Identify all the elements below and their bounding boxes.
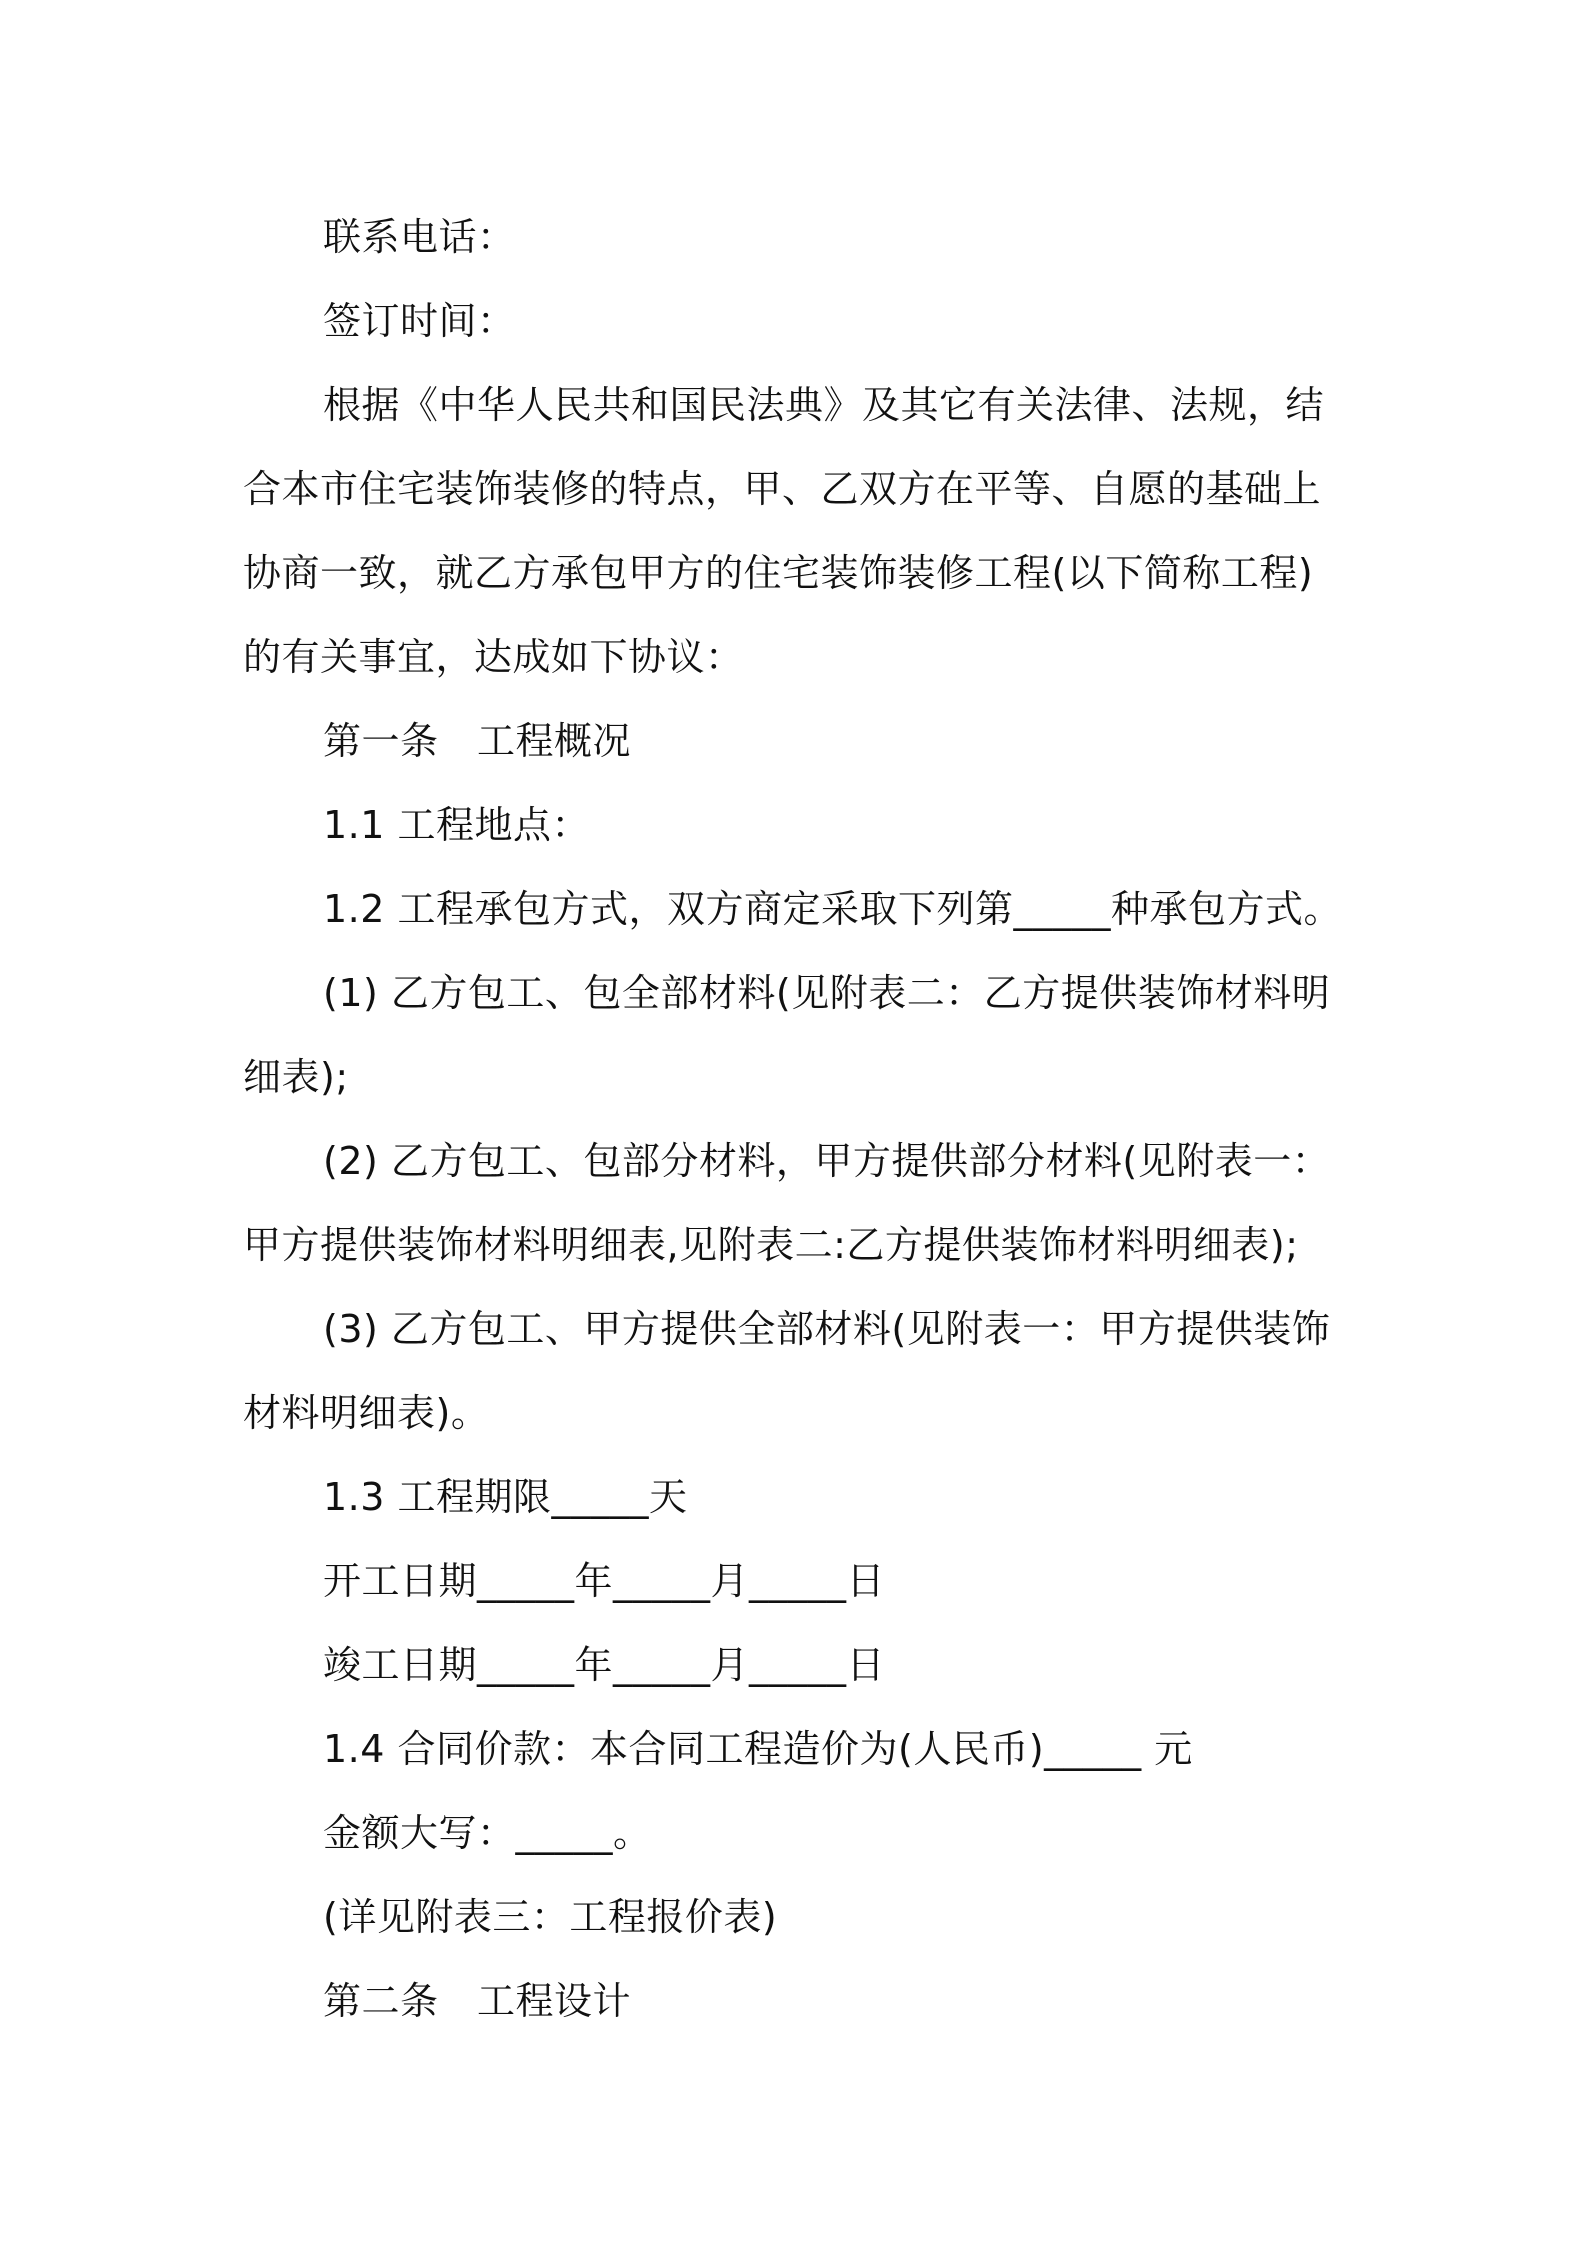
option-1-line-1: (1) 乙方包工、包全部材料(见附表二：乙方提供装饰材料明 (323, 971, 1331, 1015)
preamble-line-2: 合本市住宅装饰装修的特点，甲、乙双方在平等、自愿的基础上 (243, 467, 1322, 511)
clause-1-2: 1.2 工程承包方式，双方商定采取下列第_____种承包方式。 (323, 887, 1343, 931)
article-2-heading: 第二条 工程设计 (323, 1979, 632, 2023)
contact-phone-line: 联系电话： (323, 215, 516, 259)
start-date-line: 开工日期_____年_____月_____日 (323, 1559, 886, 1603)
option-2-line-1: (2) 乙方包工、包部分材料，甲方提供部分材料(见附表一： (323, 1139, 1331, 1183)
document-body (243, 195, 1353, 2043)
option-1-line-2: 细表); (243, 1055, 349, 1099)
preamble-line-4: 的有关事宜，达成如下协议： (243, 635, 744, 679)
sign-date-line: 签订时间： (323, 299, 516, 343)
article-1-heading: 第一条 工程概况 (323, 719, 632, 763)
clause-1-4: 1.4 合同价款：本合同工程造价为(人民币)_____ 元 (323, 1727, 1193, 1771)
preamble-line-3: 协商一致，就乙方承包甲方的住宅装饰装修工程(以下简称工程) (243, 551, 1314, 595)
preamble-line-1: 根据《中华人民共和国民法典》及其它有关法律、法规，结 (323, 383, 1325, 427)
option-3-line-1: (3) 乙方包工、甲方提供全部材料(见附表一：甲方提供装饰 (323, 1307, 1331, 1351)
amount-in-words-line: 金额大写：_____。 (323, 1811, 652, 1855)
option-3-line-2: 材料明细表)。 (243, 1391, 490, 1435)
option-2-line-2: 甲方提供装饰材料明细表,见附表二:乙方提供装饰材料明细表); (243, 1223, 1299, 1267)
clause-1-1: 1.1 工程地点： (323, 803, 591, 847)
completion-date-line: 竣工日期_____年_____月_____日 (323, 1643, 886, 1687)
quote-reference-line: (详见附表三：工程报价表) (323, 1895, 778, 1939)
clause-1-3: 1.3 工程期限_____天 (323, 1475, 688, 1519)
